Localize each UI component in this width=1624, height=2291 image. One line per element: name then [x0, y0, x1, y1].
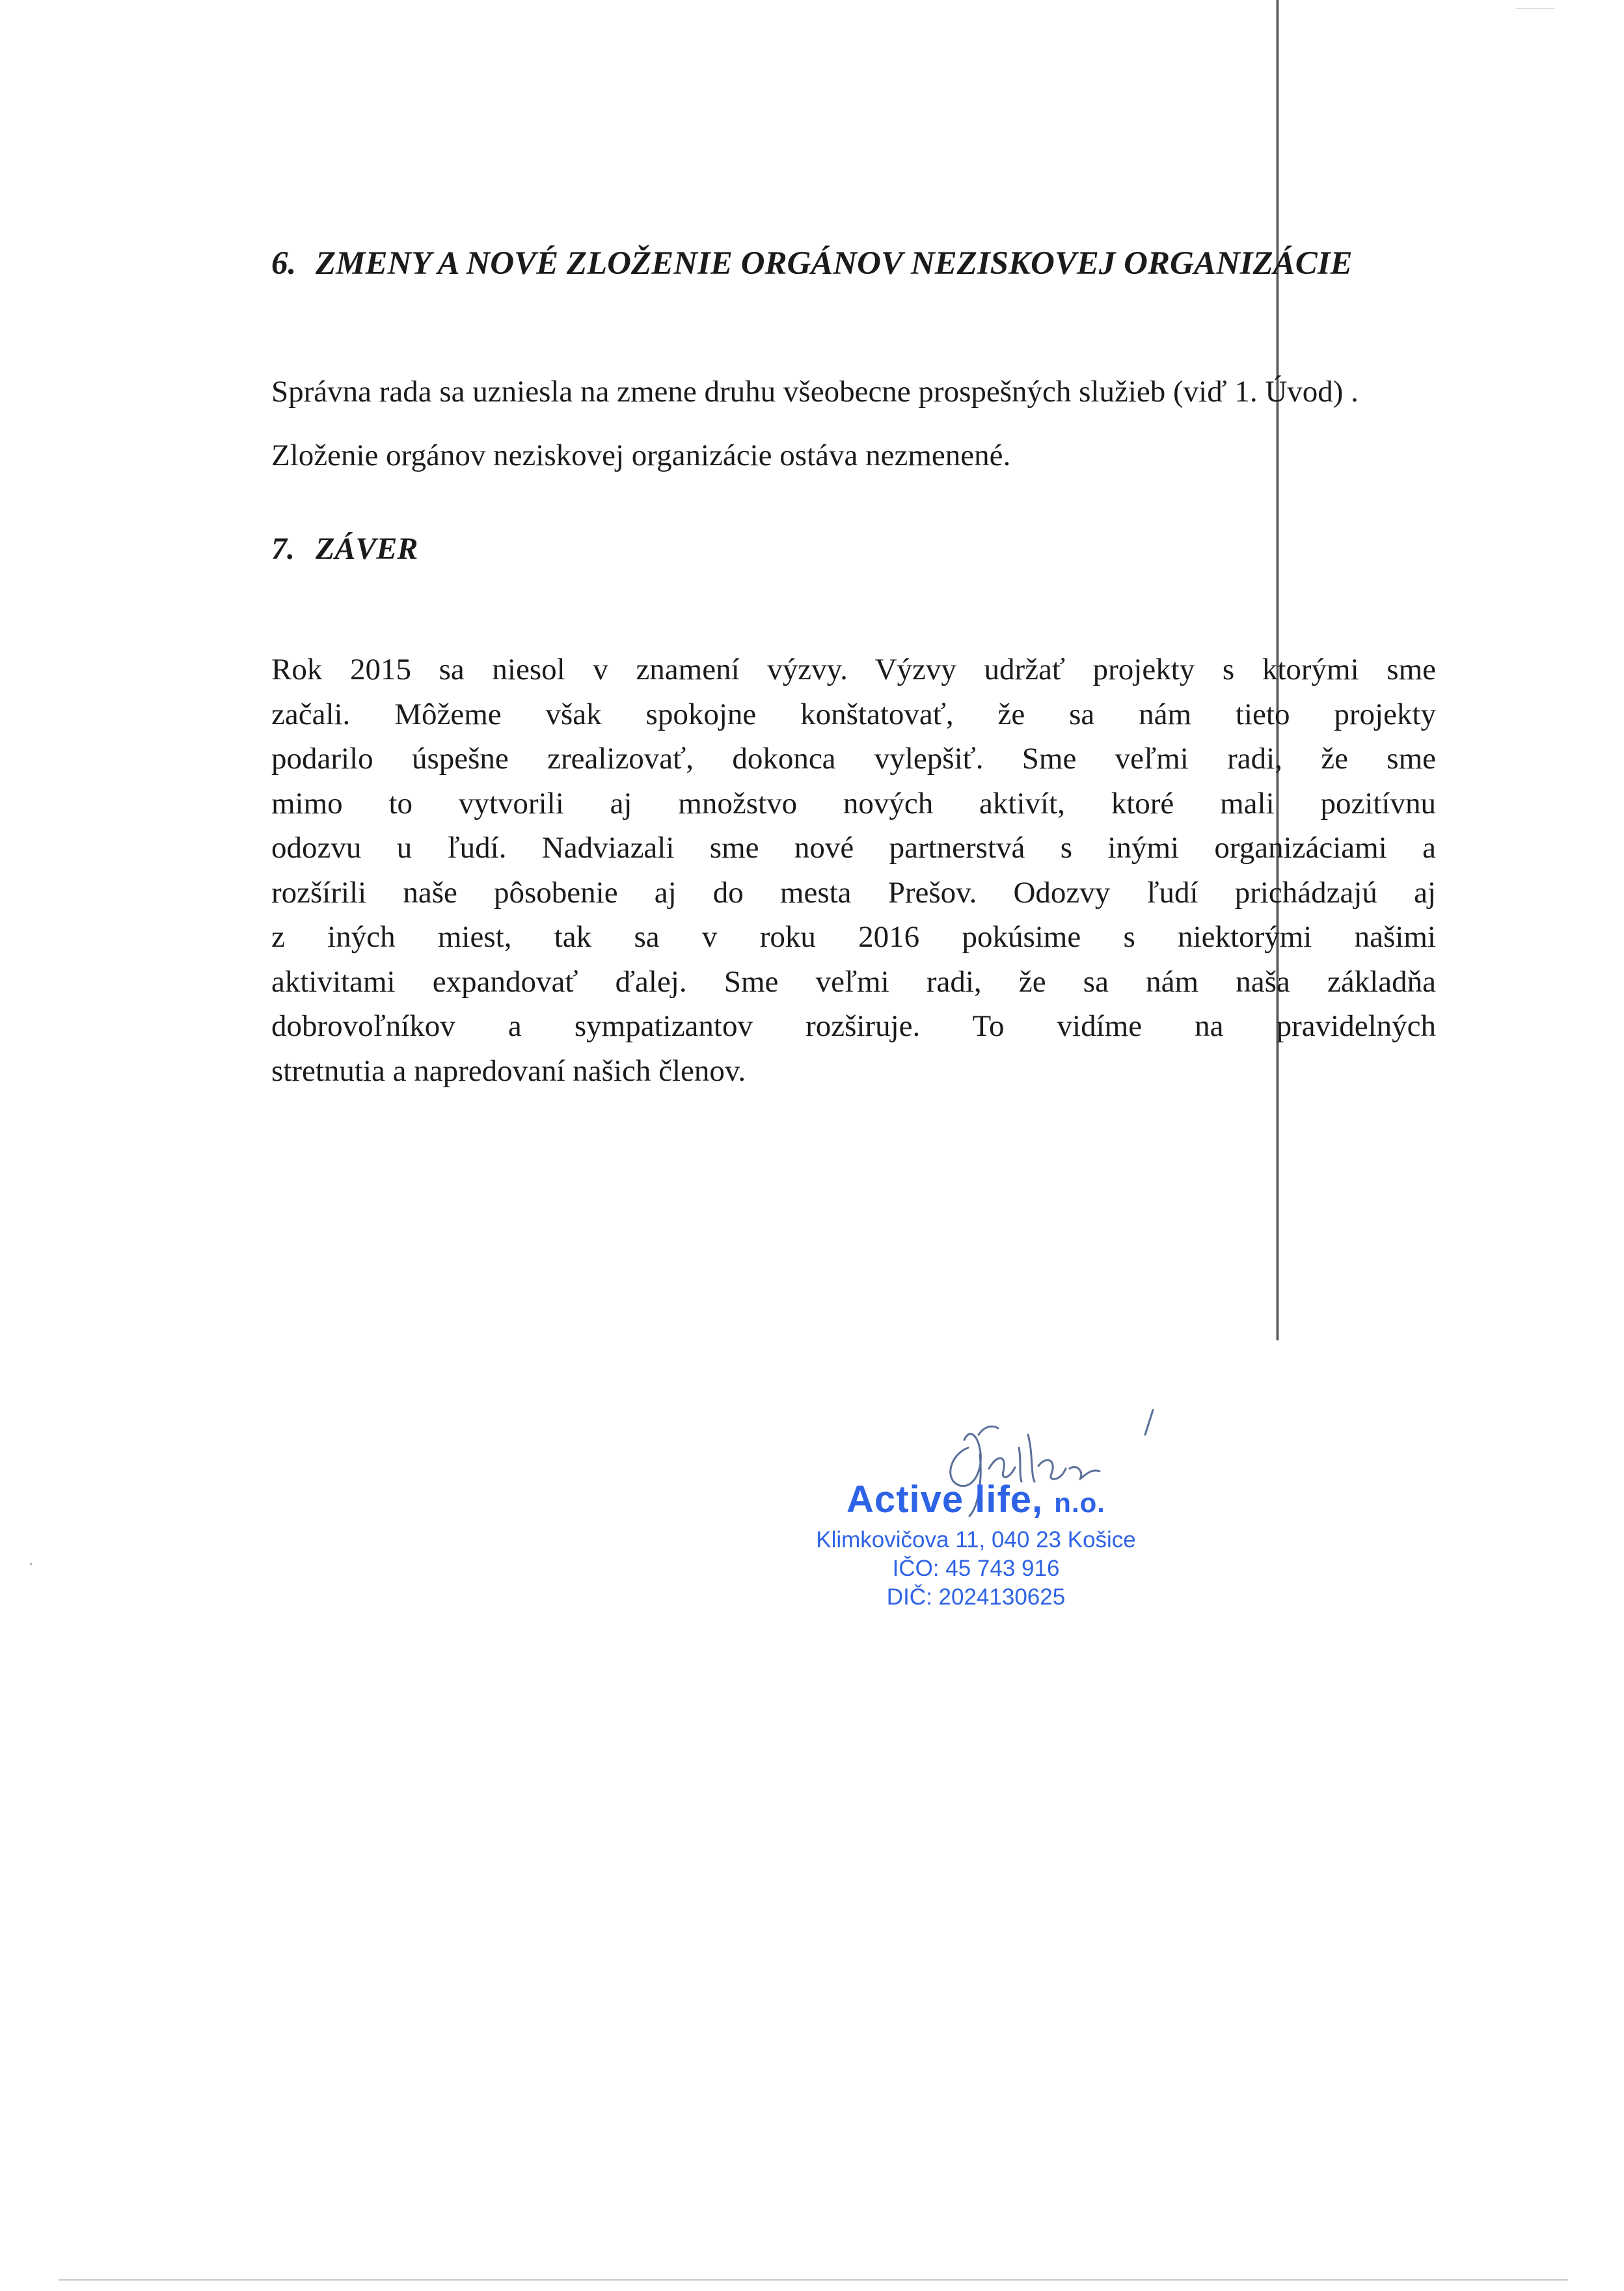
stamp-organization-name — [800, 1477, 1152, 1526]
paragraph-line: Správna rada sa uzniesla na zmene druhu všeobecne prospešných služieb (viď 1. Úvod) . — [271, 375, 1359, 409]
paragraph-line: Zloženie orgánov neziskovej organizácie ostáva nezmenené. — [271, 439, 1011, 472]
section-heading-6 — [271, 245, 1353, 282]
section-title: ZMENY A NOVÉ ZLOŽENIE ORGÁNOV NEZISKOVEJ ORGANIZÁCIE — [316, 245, 1353, 282]
stamp-name-suffix: n.o. — [1054, 1487, 1105, 1518]
scan-edge-mark — [1516, 8, 1555, 9]
stamp-dic: DIČ: 2024130625 — [886, 1584, 1066, 1610]
section-6-paragraph — [271, 360, 1436, 487]
section-heading-7 — [271, 531, 418, 567]
paragraph-line: rozšírili naše pôsobenie aj do mesta Prešov. Odozvy ľudí prichádzajú aj — [271, 875, 1436, 910]
paragraph-line: začali. Môžeme však spokojne konštatovať, že sa nám tieto projekty — [271, 697, 1436, 731]
scan-speck — [30, 1563, 32, 1565]
paragraph-line: podarilo úspešne zrealizovať, dokonca vylepšiť. Sme veľmi radi, že sme — [271, 742, 1436, 776]
conclusion-paragraph — [271, 647, 1436, 1093]
section-number: 6. — [271, 245, 297, 282]
scan-edge-line — [59, 2279, 1568, 2281]
paragraph-line: aktivitami expandovať ďalej. Sme veľmi radi, že sa nám naša základňa — [271, 964, 1436, 999]
paragraph-line: dobrovoľníkov a sympatizantov rozširuje. To vidíme na pravidelných — [271, 1009, 1436, 1043]
paragraph-line: odozvu u ľudí. Nadviazali sme nové partnerstvá s inými organizáciami a — [271, 831, 1436, 865]
paragraph-line: stretnutia a napredovaní našich členov. — [271, 1053, 746, 1088]
stamp-name-text: Active life, — [846, 1478, 1044, 1521]
paragraph-line: mimo to vytvorili aj množstvo nových aktivít, ktoré mali pozitívnu — [271, 786, 1436, 820]
stamp-ico: IČO: 45 743 916 — [892, 1556, 1060, 1581]
organization-stamp — [800, 1477, 1152, 1612]
section-title: ZÁVER — [316, 532, 418, 566]
stamp-address: Klimkovičova 11, 040 23 Košice — [816, 1527, 1136, 1552]
paragraph-line: Rok 2015 sa niesol v znamení výzvy. Výzvy udržať projekty s ktorými sme — [271, 653, 1436, 686]
section-number: 7. — [271, 532, 295, 566]
paragraph-line: z iných miest, tak sa v roku 2016 pokúsime s niektorými našimi — [271, 920, 1436, 954]
